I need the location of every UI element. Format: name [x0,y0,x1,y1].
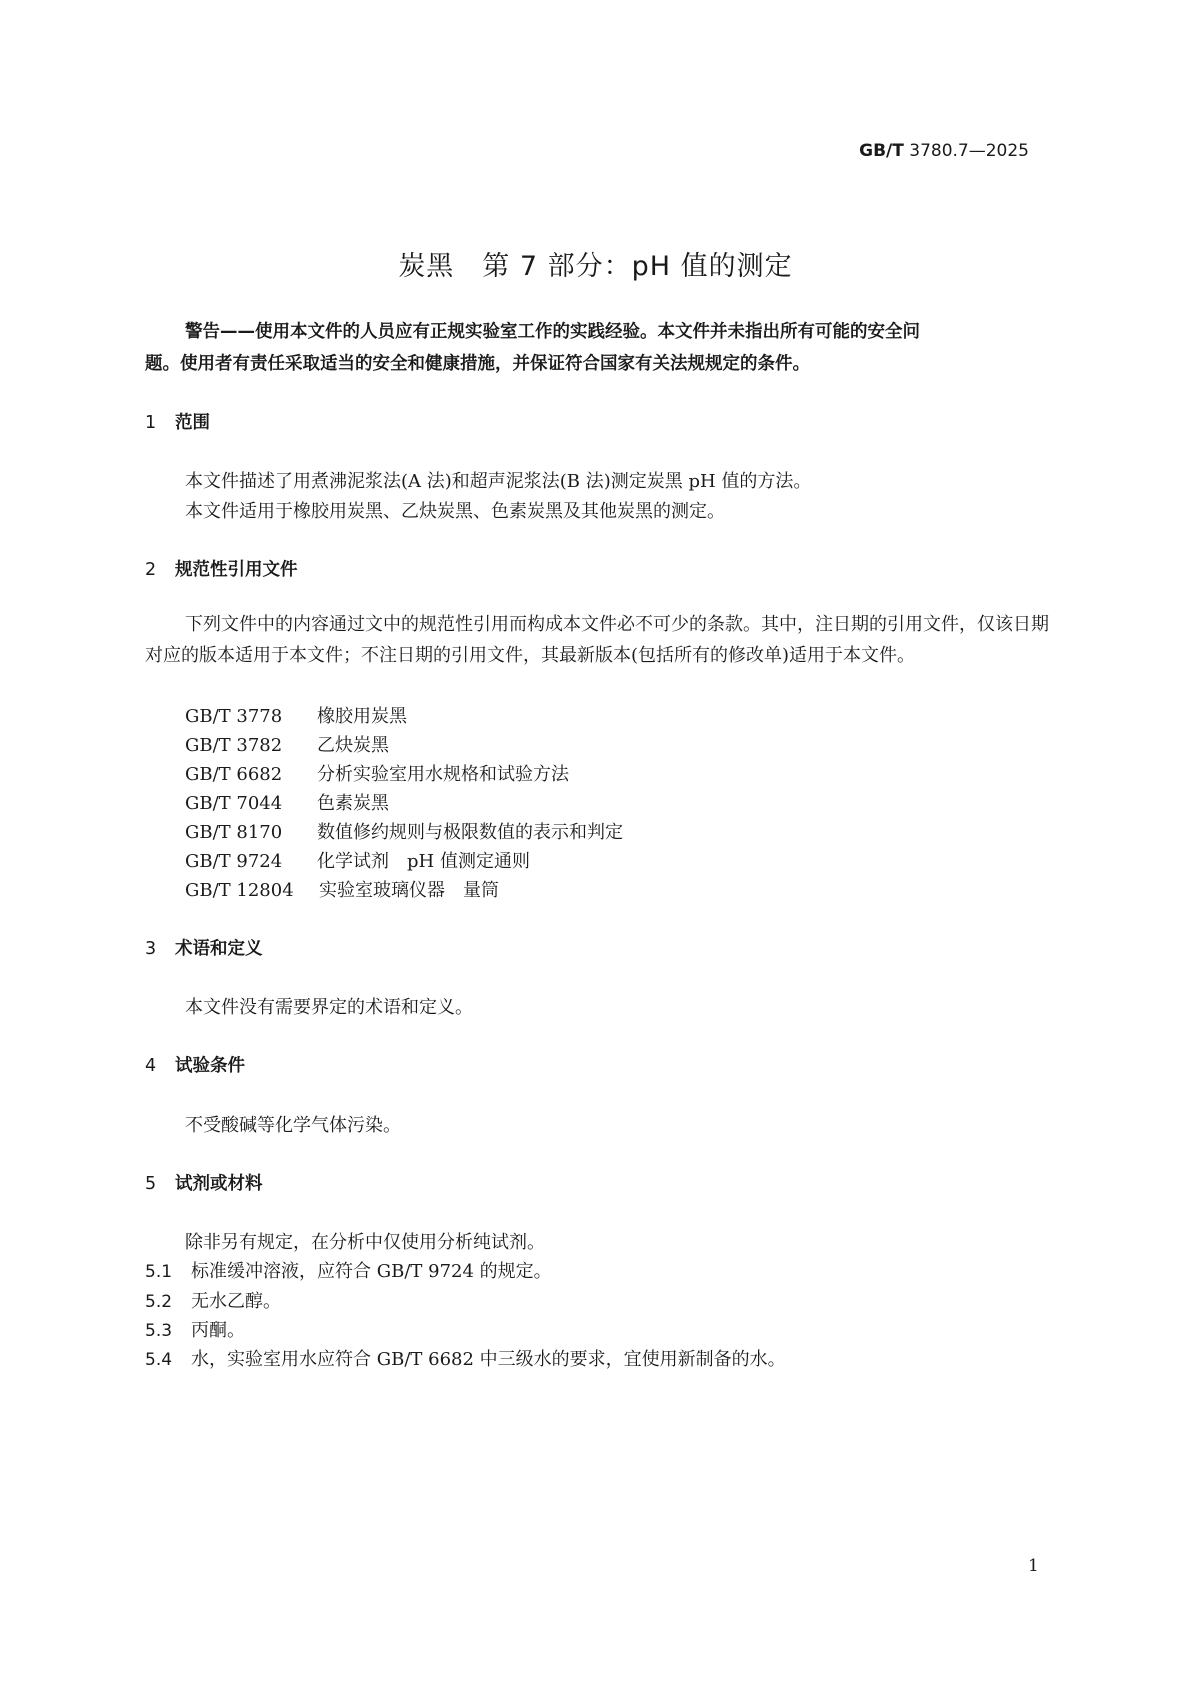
section-number: 5 [145,1174,157,1194]
standard-code: 3780.7—2025 [909,141,1029,161]
section-title: 范围 [175,413,210,433]
reference-title: 实验室玻璃仪器 量筒 [319,880,499,901]
clause-number: 5.1 [145,1262,173,1282]
reference-title: 数值修约规则与极限数值的表示和判定 [317,822,623,843]
reagent-item [145,1316,245,1342]
standard-number [859,141,1029,161]
clause-text: 标准缓冲溶液，应符合 GB/T 9724 的规定。 [191,1261,552,1282]
section-title: 规范性引用文件 [175,560,298,580]
reference-code: GB/T 9724 [185,851,283,872]
reagent-item [145,1257,552,1283]
conditions-paragraph: 不受酸碱等化学气体污染。 [185,1115,401,1136]
section-number: 2 [145,560,157,580]
reference-item [185,847,530,873]
section-5-heading [145,1170,263,1195]
reference-item [185,789,389,815]
reagents-paragraph: 除非另有规定，在分析中仅使用分析纯试剂。 [185,1232,545,1253]
reference-code: GB/T 8170 [185,822,283,843]
clause-number: 5.3 [145,1321,173,1341]
warning-line-2: 题。使用者有责任采取适当的安全和健康措施，并保证符合国家有关法规规定的条件。 [145,354,810,374]
clause-number: 5.2 [145,1292,173,1312]
reference-code: GB/T 3778 [185,706,283,727]
reference-item [185,876,499,902]
reference-title: 分析实验室用水规格和试验方法 [317,764,569,785]
warning-notice [145,316,1057,380]
section-number: 4 [145,1056,157,1076]
reference-title: 化学试剂 pH 值测定通则 [317,851,530,872]
section-2-heading [145,556,298,581]
section-4-heading [145,1052,245,1077]
clause-text: 水，实验室用水应符合 GB/T 6682 中三级水的要求，宜使用新制备的水。 [191,1349,786,1370]
reference-code: GB/T 12804 [185,880,294,901]
warning-line-1: 警告——使用本文件的人员应有正规实验室工作的实践经验。本文件并未指出所有可能的安全问 [185,322,920,342]
clause-text: 丙酮。 [191,1320,245,1341]
section-title: 术语和定义 [175,939,263,959]
standard-prefix: GB/T [859,141,904,161]
reference-code: GB/T 3782 [185,735,283,756]
reference-item [185,818,623,844]
clause-number: 5.4 [145,1350,173,1370]
section-title: 试剂或材料 [175,1174,263,1194]
section-number: 1 [145,413,157,433]
section-3-heading [145,935,263,960]
document-title: 炭黑 第 7 部分：pH 值的测定 [398,251,793,282]
reference-code: GB/T 6682 [185,764,283,785]
reagent-item [145,1287,281,1313]
reference-code: GB/T 7044 [185,793,283,814]
reagent-item [145,1345,786,1371]
reference-title: 橡胶用炭黑 [317,706,407,727]
reference-title: 色素炭黑 [317,793,389,814]
page-number: 1 [1028,1556,1039,1576]
references-intro [145,609,1057,671]
reference-item [185,702,407,728]
section-title: 试验条件 [175,1056,245,1076]
reference-item [185,731,389,757]
reference-title: 乙炔炭黑 [317,735,389,756]
reference-item [185,760,569,786]
scope-paragraph-1: 本文件描述了用煮沸泥浆法(A 法)和超声泥浆法(B 法)测定炭黑 pH 值的方法。 [185,471,812,492]
section-number: 3 [145,939,157,959]
clause-text: 无水乙醇。 [191,1291,281,1312]
scope-paragraph-2: 本文件适用于橡胶用炭黑、乙炔炭黑、色素炭黑及其他炭黑的测定。 [185,501,725,522]
section-1-heading [145,409,210,434]
terms-paragraph: 本文件没有需要界定的术语和定义。 [185,997,473,1018]
references-intro-text: 下列文件中的内容通过文中的规范性引用而构成本文件必不可少的条款。其中，注日期的引用文件，仅该日期对应的版本适用于本文件；不注日期的引用文件，其最新版本(包括所有的修改单)适用于本文件。 [145,614,1049,666]
